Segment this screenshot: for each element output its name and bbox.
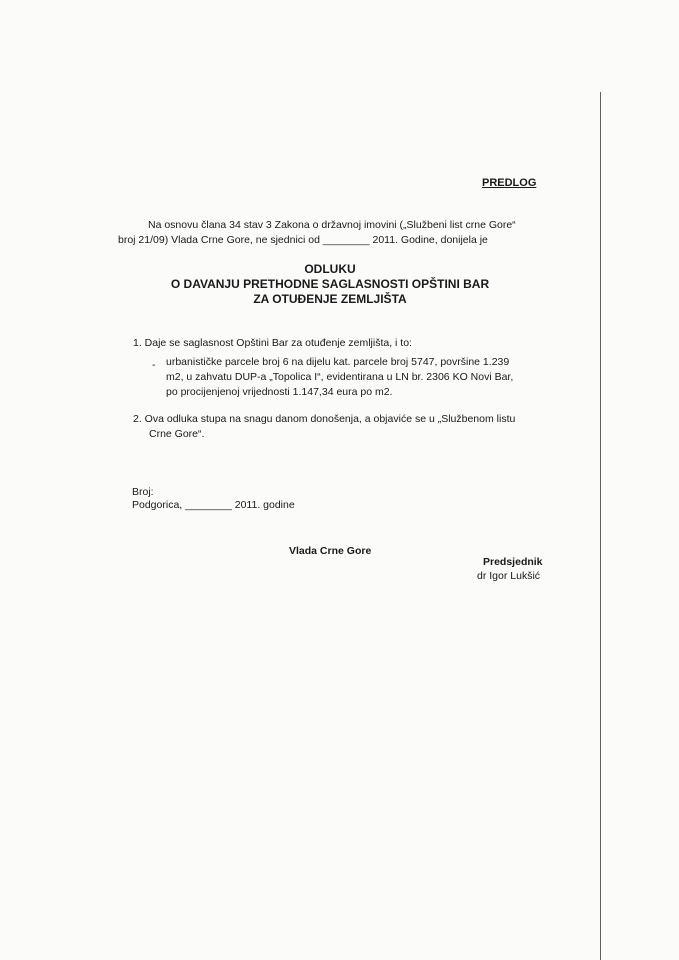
title-line-2: O DAVANJU PRETHODNE SAGLASNOSTI OPŠTINI BAR (170, 277, 490, 291)
issuer-name: Vlada Crne Gore (289, 545, 372, 557)
signer-name: dr Igor Lukšić (477, 570, 541, 582)
sub-item-line-2: m2, u zahvatu DUP-a „Topolica I“, evidentirana u LN br. 2306 KO Novi Bar, (166, 371, 514, 383)
title-line-1: ODLUKU (304, 262, 356, 276)
title-line-3: ZA OTUĐENJE ZEMLJIŠTA (253, 292, 407, 306)
item-2-line-2: Crne Gore“. (149, 428, 205, 440)
place-date-line: Podgorica, ________ 2011. godine (132, 499, 295, 511)
signer-title: Predsjednik (483, 556, 543, 568)
broj-label: Broj: (132, 486, 154, 498)
header-label: PREDLOG (482, 177, 537, 189)
intro-line-1: Na osnovu člana 34 stav 3 Zakona o državnoj imovini („Službeni list crne Gore“ (148, 219, 516, 231)
item-1: 1. Daje se saglasnost Opštini Bar za otuđenje zemljišta, i to: (133, 337, 412, 349)
item-2-line-1: 2. Ova odluka stupa na snagu danom donošenja, a objaviće se u „Službenom listu (133, 413, 516, 425)
bullet-dash: - (152, 359, 156, 371)
sub-item-line-1: urbanističke parcele broj 6 na dijelu kat. parcele broj 5747, površine 1.239 (166, 356, 510, 368)
intro-line-2: broj 21/09) Vlada Crne Gore, ne sjednici od ________ 2011. Godine, donijela je (118, 234, 488, 246)
scan-edge-line (600, 92, 601, 960)
sub-item-line-3: po procijenjenoj vrijednosti 1.147,34 eura po m2. (166, 386, 393, 398)
